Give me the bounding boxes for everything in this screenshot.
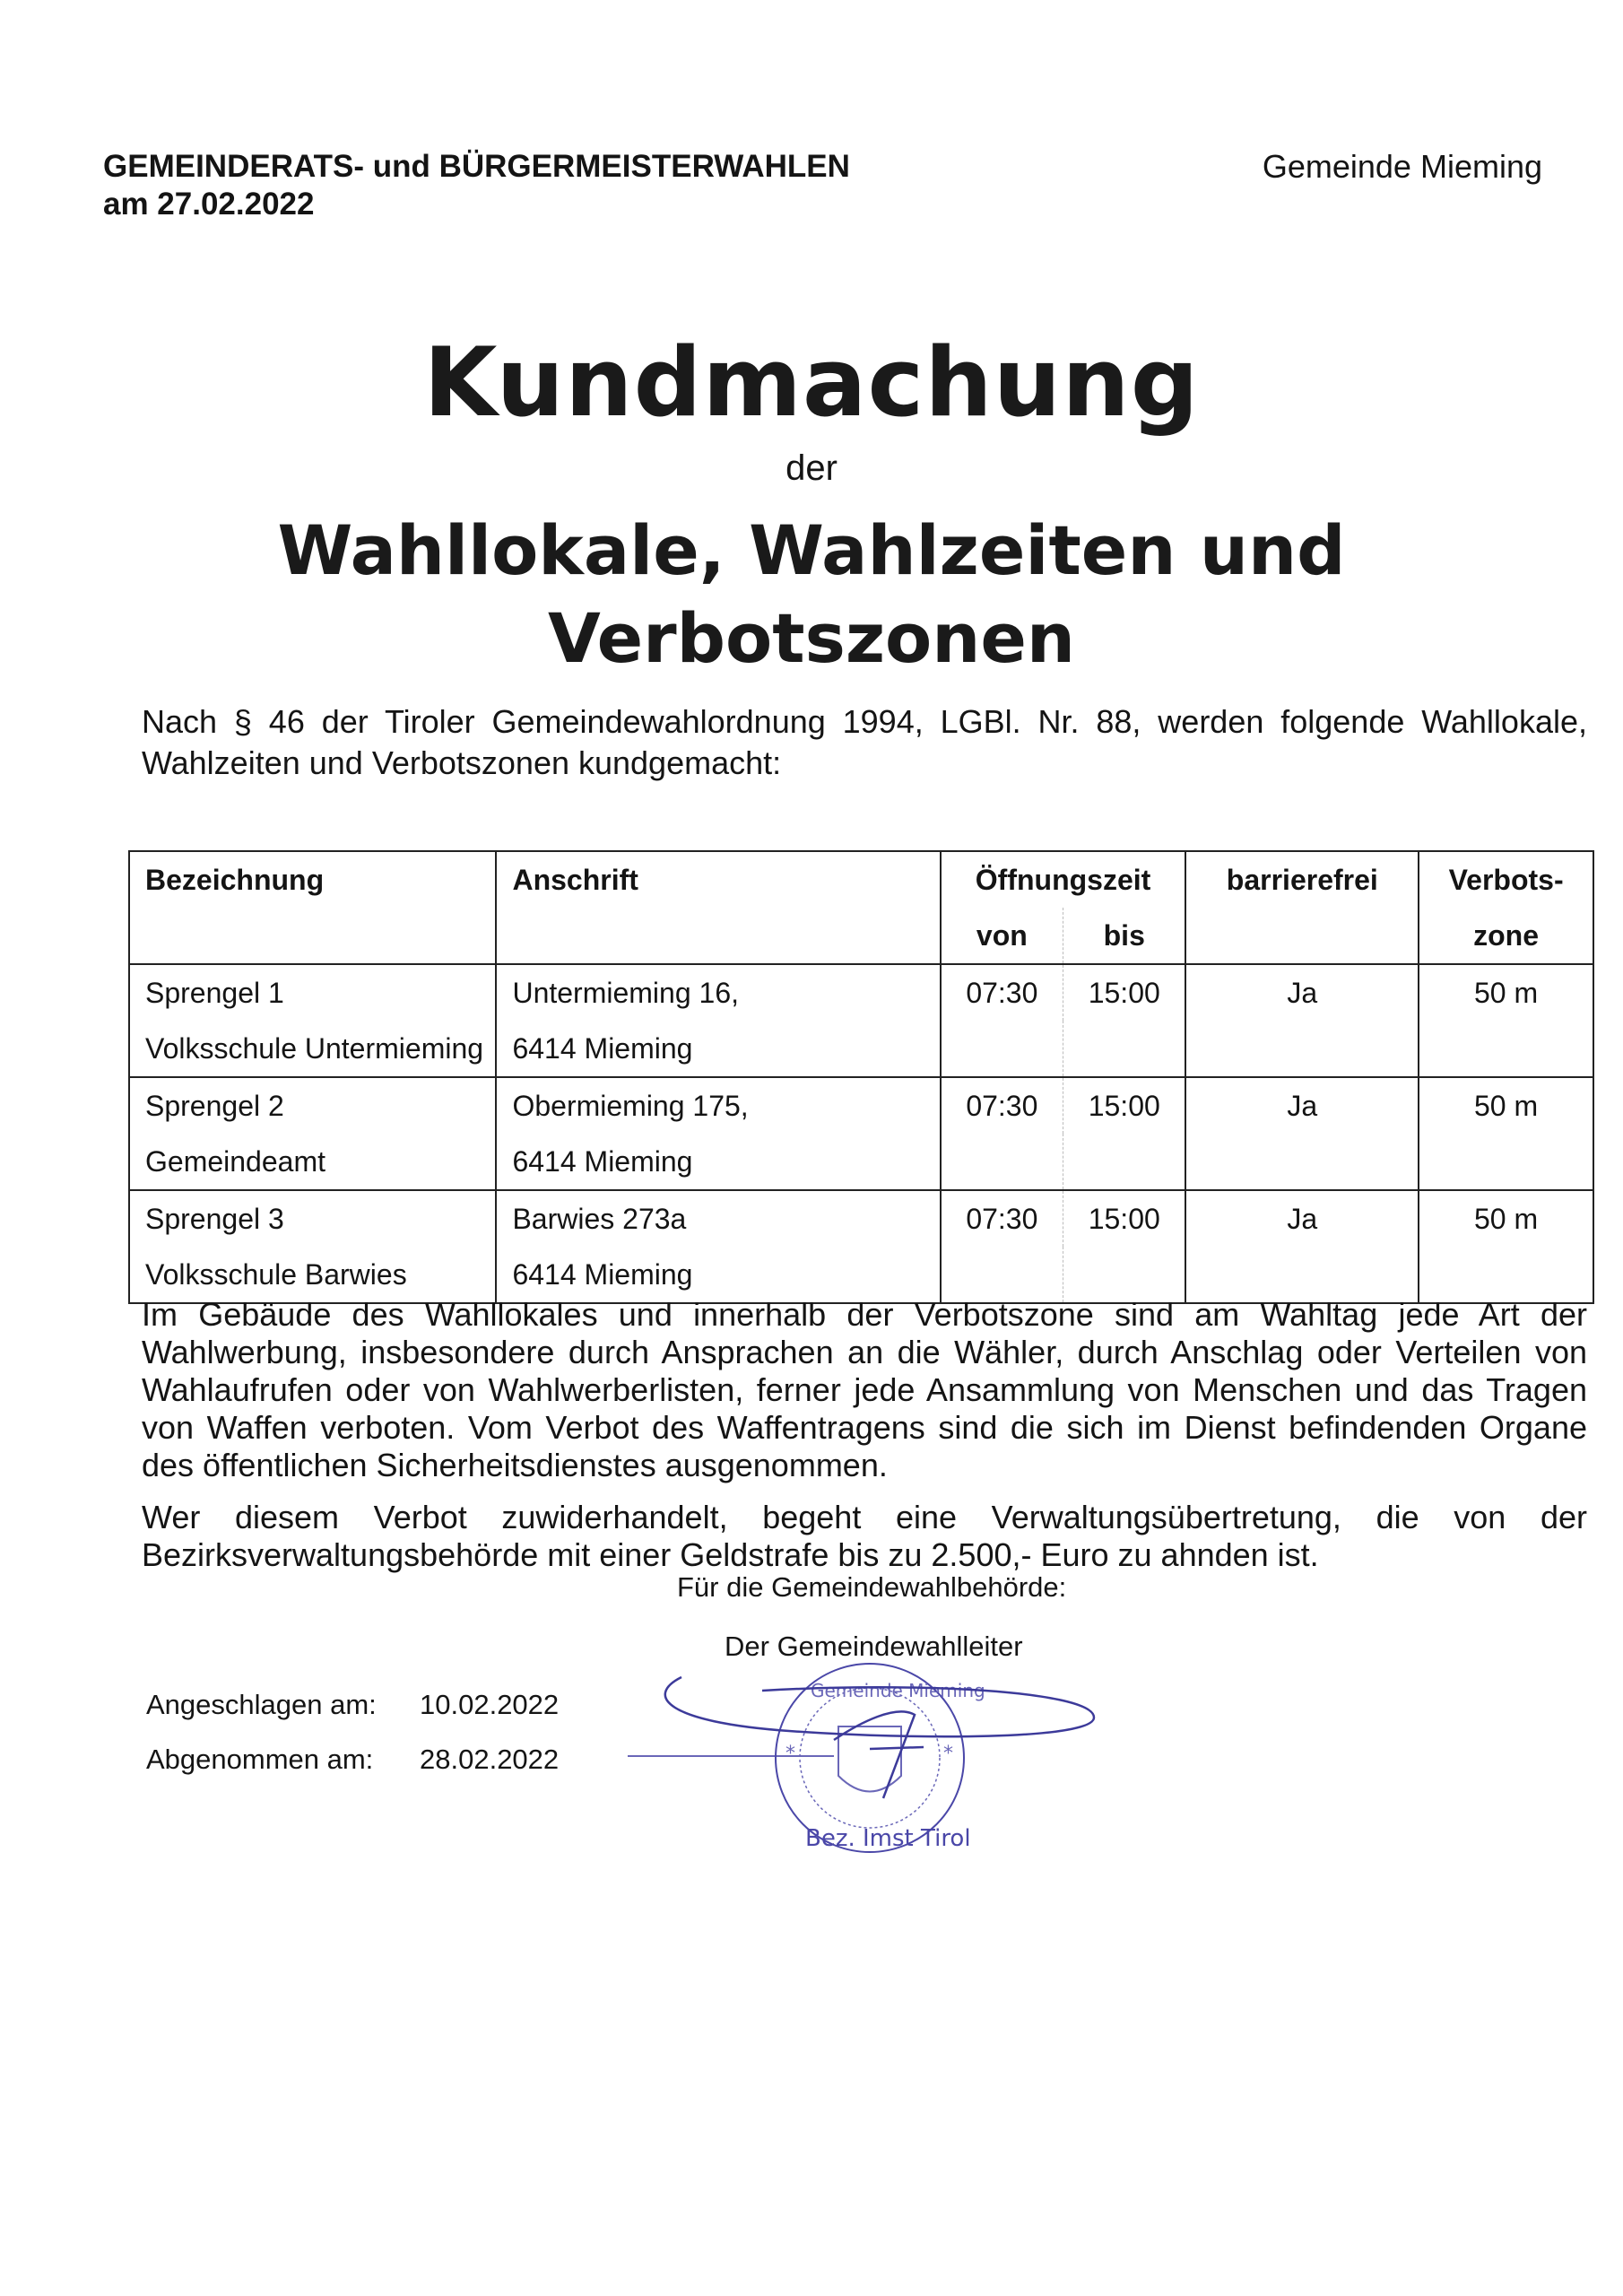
barrier-free-value: Ja <box>1287 1090 1318 1122</box>
station-postcode: 6414 Mieming <box>512 1145 693 1178</box>
election-header <box>103 148 850 223</box>
election-title: GEMEINDERATS- und BÜRGERMEISTERWAHLEN <box>103 149 850 184</box>
time-from: 07:30 <box>942 1078 1063 1134</box>
table-row <box>129 1077 1593 1190</box>
station-address: Untermieming 16, <box>512 977 739 1009</box>
subtitle-line-2: Verbotszonen <box>547 598 1076 678</box>
stamp-star-icon: * <box>943 1743 953 1765</box>
signatory-role: Der Gemeindewahlleiter <box>725 1631 1023 1662</box>
stamp-star-icon: * <box>785 1743 795 1765</box>
page-title: Kundmachung <box>423 327 1200 438</box>
prohibition-text <box>142 1296 1587 1588</box>
posted-date: 10.02.2022 <box>420 1689 560 1720</box>
station-name: Sprengel 3 <box>145 1203 284 1235</box>
header-zone: Verbots- zone <box>1419 851 1593 964</box>
municipality-name: Gemeinde Mieming <box>1262 148 1542 185</box>
time-to: 15:00 <box>1088 1203 1160 1235</box>
subtitle-line-1: Wahllokale, Wahlzeiten und <box>277 510 1346 590</box>
station-address: Obermieming 175, <box>512 1090 749 1122</box>
station-location: Gemeindeamt <box>145 1145 325 1178</box>
posted-label: Angeschlagen am: <box>146 1689 377 1720</box>
header-opening-time: Öffnungszeit von bis <box>941 851 1186 964</box>
posted-row <box>146 1689 559 1721</box>
header-from: von <box>942 908 1063 963</box>
station-location: Volksschule Barwies <box>145 1258 407 1291</box>
time-to: 15:00 <box>1088 1090 1160 1122</box>
time-to: 15:00 <box>1088 977 1160 1009</box>
time-from: 07:30 <box>942 965 1063 1021</box>
title-connector: der <box>785 448 838 488</box>
header-designation: Bezeichnung <box>129 851 496 964</box>
station-name: Sprengel 2 <box>145 1090 284 1122</box>
official-stamp <box>628 1641 1130 1874</box>
zone-value: 50 m <box>1474 977 1539 1009</box>
penalty-paragraph: Wer diesem Verbot zuwiderhandelt, begeht eine Verwaltungsübertretung, die von der Bezirksverwaltungsbehörde mit einer Geldstrafe bis zu 2.500,- Euro zu ahnden ist. <box>142 1499 1587 1573</box>
header-to: bis <box>1103 919 1145 952</box>
table-header-row <box>129 851 1593 964</box>
table-row <box>129 964 1593 1077</box>
zone-value: 50 m <box>1474 1090 1539 1122</box>
polling-stations-table <box>128 850 1594 1304</box>
prohibition-paragraph: Im Gebäude des Wahllokales und innerhalb der Verbotszone sind am Wahltag jede Art der Wahlwerbung, insbesondere durch Ansprachen an die Wähler, durch Anschlag oder Verteilen von Wahlaufrufen oder von Wahlwerberlisten, ferner jede Ansammlung von Menschen und das Tragen von Waffen verboten. Vom Verbot des Waffentragens sind die sich im Dienst befindenden Organe des öffentlichen Sicherheitsdienstes ausgenommen. <box>142 1296 1587 1483</box>
station-postcode: 6414 Mieming <box>512 1032 693 1065</box>
station-name: Sprengel 1 <box>145 977 284 1009</box>
election-date: am 27.02.2022 <box>103 187 315 222</box>
stamp-inner-ring <box>800 1688 940 1828</box>
removed-row <box>146 1744 559 1776</box>
station-address: Barwies 273a <box>512 1203 687 1235</box>
barrier-free-value: Ja <box>1287 1203 1318 1235</box>
station-postcode: 6414 Mieming <box>512 1258 693 1291</box>
stamp-bottom-text: Bez. Imst Tirol <box>805 1825 971 1852</box>
stamp-top-text: Gemeinde Mieming <box>811 1680 985 1701</box>
page-subtitle <box>0 507 1623 683</box>
intro-paragraph: Nach § 46 der Tiroler Gemeindewahlordnung 1994, LGBl. Nr. 88, werden folgende Wahllokale, Wahlzeiten und Verbotszonen kundgemacht: <box>142 703 1587 781</box>
header-address: Anschrift <box>496 851 940 964</box>
station-location: Volksschule Untermieming <box>145 1032 484 1065</box>
barrier-free-value: Ja <box>1287 977 1318 1009</box>
time-from: 07:30 <box>942 1191 1063 1247</box>
table-row <box>129 1190 1593 1303</box>
zone-value: 50 m <box>1474 1203 1539 1235</box>
header-barrier-free: barrierefrei <box>1185 851 1419 964</box>
authority-label: Für die Gemeindewahlbehörde: <box>677 1571 1067 1603</box>
removed-label: Abgenommen am: <box>146 1744 374 1775</box>
removed-date: 28.02.2022 <box>420 1744 560 1775</box>
